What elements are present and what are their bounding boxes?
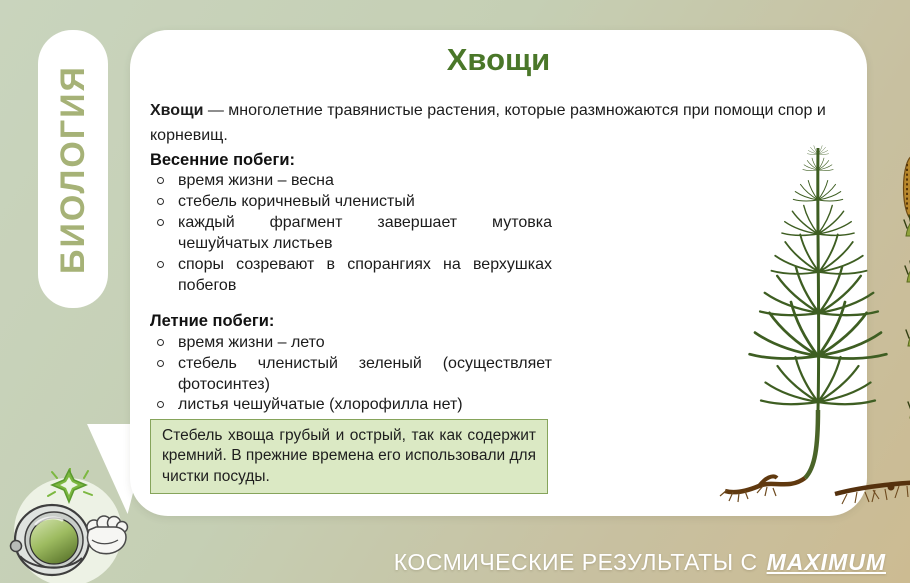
spring-list	[150, 171, 552, 297]
summer-list	[150, 333, 552, 417]
bullet-icon	[157, 339, 164, 346]
footer-text: КОСМИЧЕСКИЕ РЕЗУЛЬТАТЫ С	[393, 549, 758, 575]
page-title: Хвощи	[446, 42, 551, 77]
footer-tagline	[394, 549, 886, 576]
summer-shoot-drawing	[720, 146, 886, 502]
intro-term: Хвощи	[150, 102, 204, 119]
list-item: споры созревают в спорангиях на верхушках побегов	[150, 255, 552, 297]
bullet-icon	[157, 261, 164, 268]
brand-logo: MAXIMUM	[766, 549, 886, 575]
glove-icon	[87, 516, 128, 554]
slide-card	[130, 30, 867, 516]
bullet-icon	[157, 401, 164, 408]
list-item: стебель членистый зеленый (осуществляет фотосинтез)	[150, 354, 552, 396]
spring-shoots-drawing	[835, 156, 910, 504]
list-item: каждый фрагмент завершает мутовка чешуйчатых листьев	[150, 213, 552, 255]
list-item: стебель коричневый членистый	[150, 192, 552, 213]
horsetail-illustration	[715, 142, 910, 524]
summer-heading: Летние побеги:	[150, 312, 275, 331]
bullet-icon	[157, 177, 164, 184]
subject-label: БИОЛОГИЯ	[53, 64, 92, 274]
intro-text: — многолетние травянистые растения, которые размножаются при помощи спор и корневищ.	[150, 102, 826, 144]
list-item: листья чешуйчатые (хлорофилла нет)	[150, 395, 552, 416]
list-item: время жизни – весна	[150, 171, 552, 192]
subject-sidebar	[38, 30, 108, 308]
bullet-icon	[157, 360, 164, 367]
astronaut-mascot	[6, 468, 136, 583]
bullet-icon	[157, 219, 164, 226]
list-item: время жизни – лето	[150, 333, 552, 354]
bullet-icon	[157, 198, 164, 205]
spring-heading: Весенние побеги:	[150, 151, 295, 169]
content-column	[150, 150, 552, 416]
fact-note: Стебель хвоща грубый и острый, так как содержит кремний. В прежние времена его использовали для чистки посуды.	[150, 419, 548, 494]
